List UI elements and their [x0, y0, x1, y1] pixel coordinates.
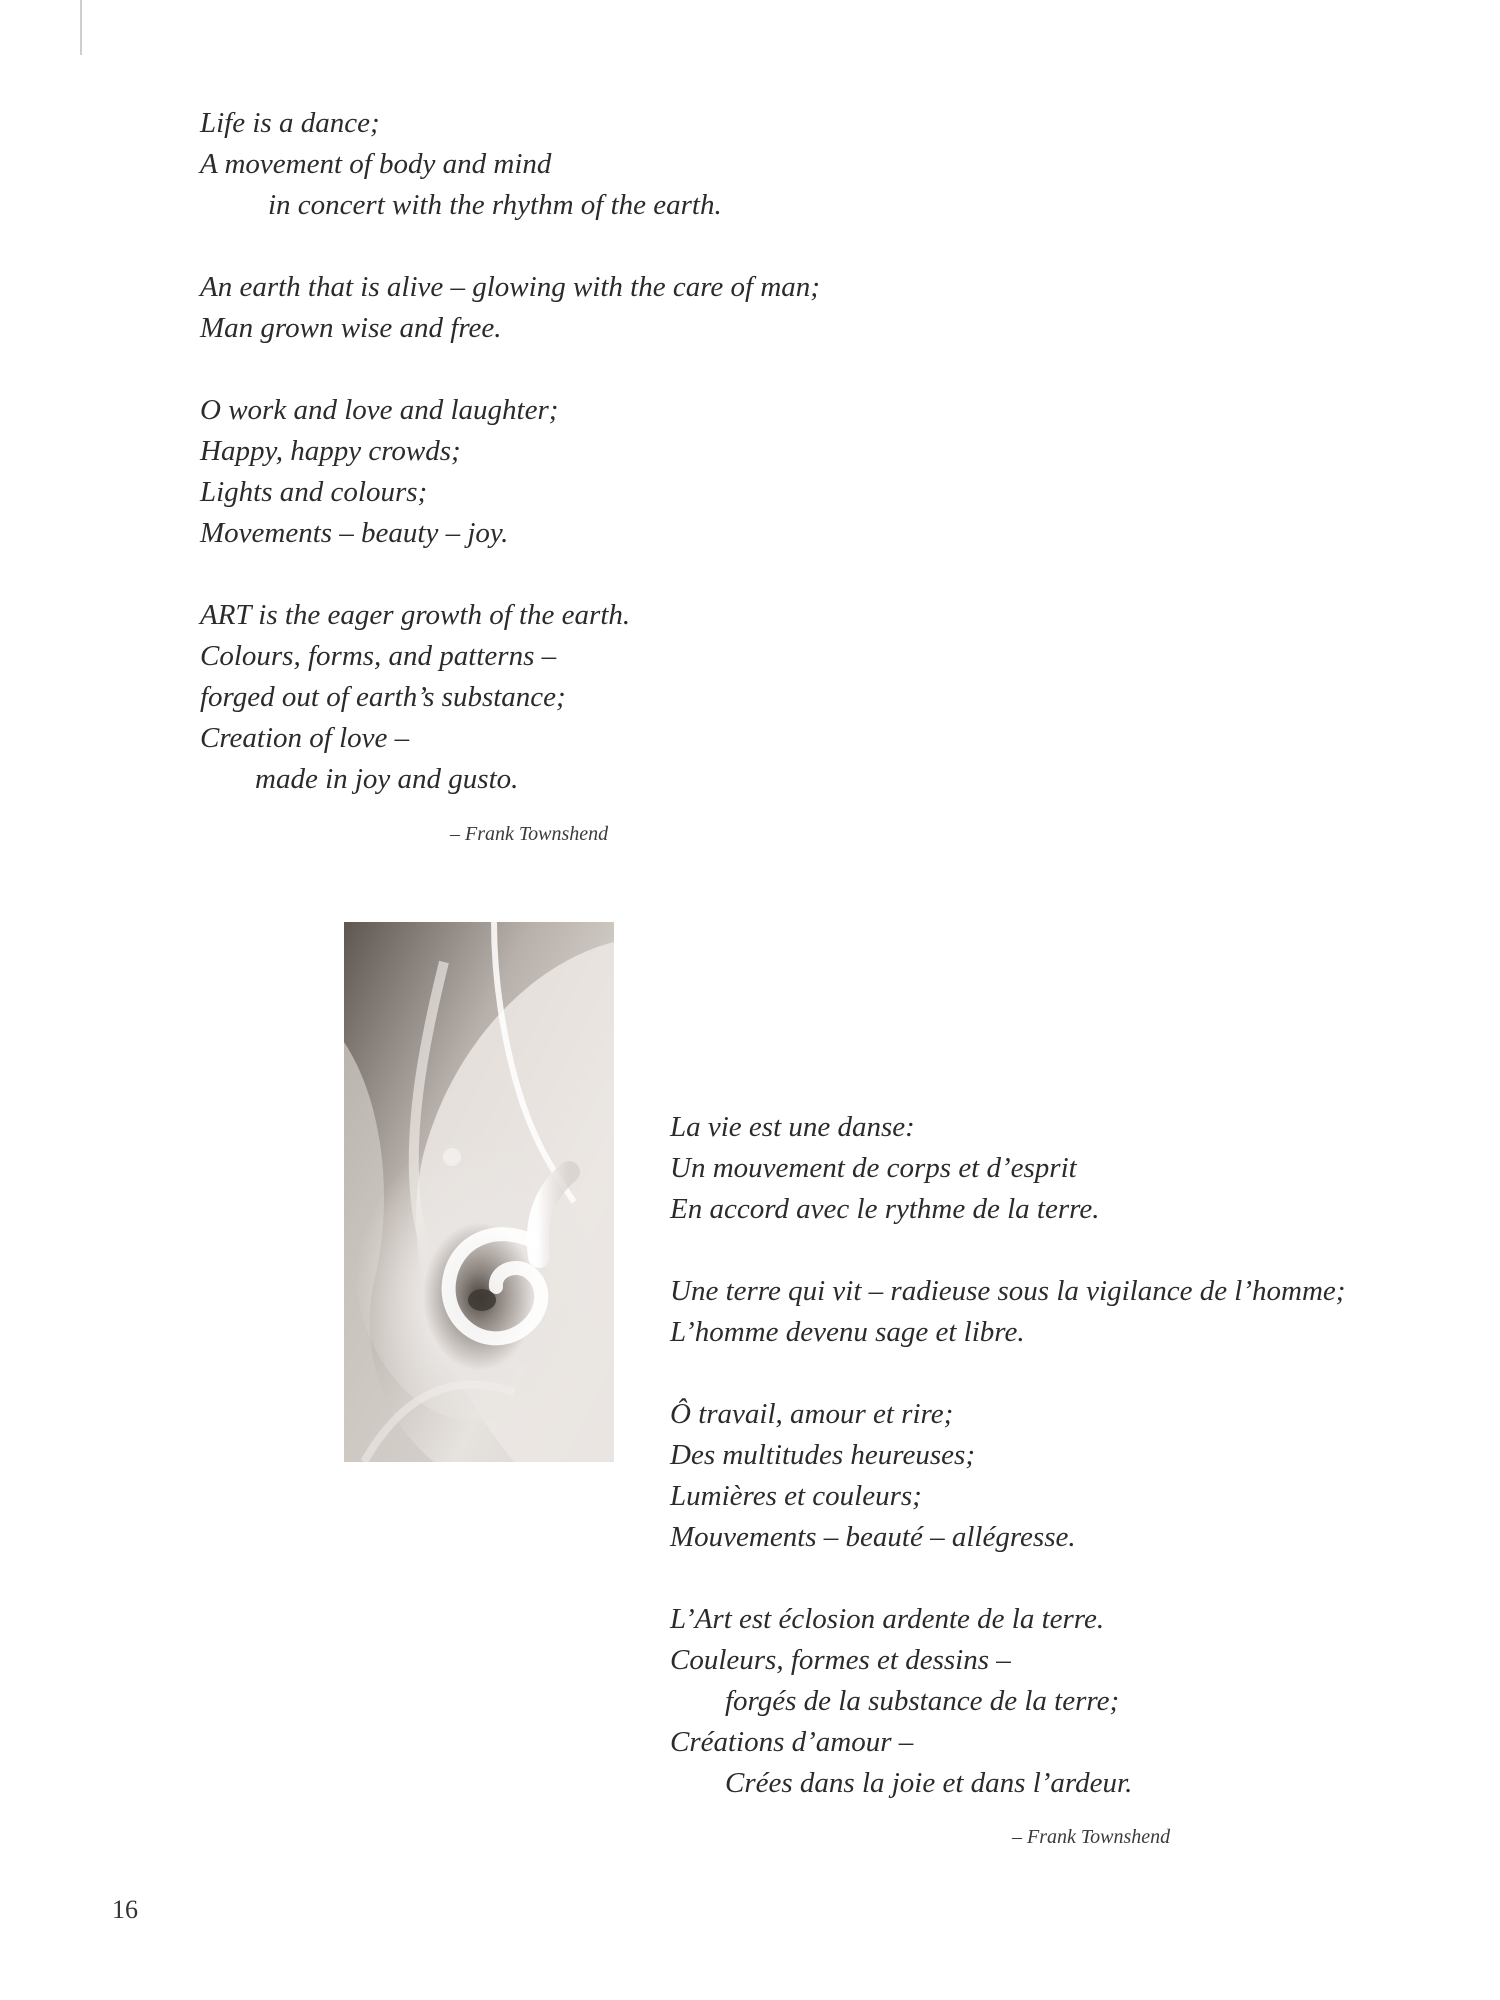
poem-line: Colours, forms, and patterns –: [200, 640, 557, 672]
poem-line: Crées dans la joie et dans l’ardeur.: [725, 1767, 1133, 1799]
poem-line: Man grown wise and free.: [200, 312, 502, 344]
poem-line: L’homme devenu sage et libre.: [670, 1316, 1025, 1348]
calla-lily-illustration: [344, 922, 614, 1462]
poem-line: Ô travail, amour et rire;: [670, 1398, 954, 1430]
attribution-french: – Frank Townshend: [1012, 1826, 1171, 1848]
poem-line: Des multitudes heureuses;: [670, 1439, 975, 1471]
poem-line: Life is a dance;: [200, 107, 380, 139]
poem-french: [670, 1107, 1345, 1804]
poem-line: En accord avec le rythme de la terre.: [670, 1193, 1100, 1225]
attribution-english: – Frank Townshend: [450, 823, 609, 845]
poem-line: L’Art est éclosion ardente de la terre.: [670, 1603, 1105, 1635]
poem-line: Mouvements – beauté – allégresse.: [670, 1521, 1076, 1553]
calla-lily-artwork: [344, 922, 614, 1462]
poem-line: ART is the eager growth of the earth.: [200, 599, 631, 631]
poem-english: [200, 103, 820, 800]
poem-line: Couleurs, formes et dessins –: [670, 1644, 1011, 1676]
poem-line: O work and love and laughter;: [200, 394, 559, 426]
poem-line: made in joy and gusto.: [255, 763, 519, 795]
poem-line: Créations d’amour –: [670, 1726, 914, 1758]
poem-line: An earth that is alive – glowing with the care of man;: [200, 271, 820, 303]
poem-line: Creation of love –: [200, 722, 410, 754]
page-number: 16: [112, 1895, 138, 1924]
poem-line: Un mouvement de corps et d’esprit: [670, 1152, 1077, 1184]
poem-line: Happy, happy crowds;: [200, 435, 461, 467]
poem-line: La vie est une danse:: [670, 1111, 915, 1143]
poem-line: forged out of earth’s substance;: [200, 681, 566, 713]
poem-line: Lights and colours;: [200, 476, 428, 508]
poem-line: Lumières et couleurs;: [670, 1480, 922, 1512]
poem-line: Une terre qui vit – radieuse sous la vigilance de l’homme;: [670, 1275, 1346, 1307]
gutter-line: [80, 0, 82, 55]
poem-line: A movement of body and mind: [200, 148, 552, 180]
poem-line: in concert with the rhythm of the earth.: [268, 189, 722, 221]
poem-line: Movements – beauty – joy.: [200, 517, 509, 549]
poem-line: forgés de la substance de la terre;: [725, 1685, 1120, 1717]
